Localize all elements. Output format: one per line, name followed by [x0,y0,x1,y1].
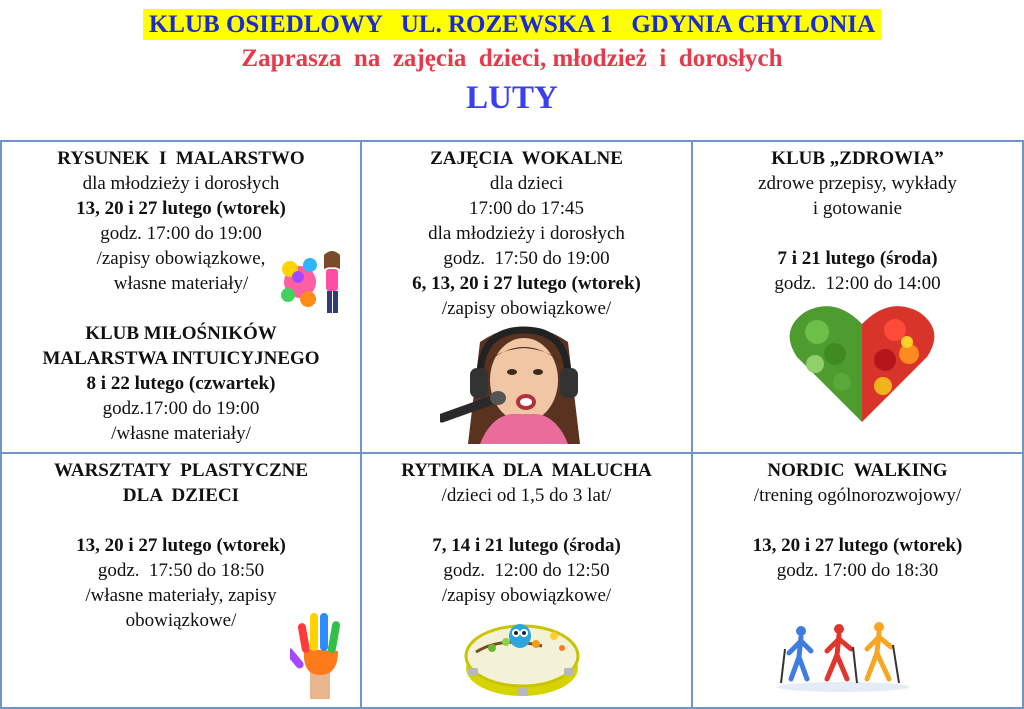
singing-girl-headphones-image [440,322,608,444]
cell-title: ZAJĘCIA WOKALNE [430,148,623,169]
cell-title: WARSZTATY PLASTYCZNE [53,460,309,481]
club-title: KLUB MIŁOŚNIKÓW [85,323,277,344]
note-text: /zapisy obowiązkowe/ [441,585,612,606]
dates-text: 13, 20 i 27 lutego (wtorek) [76,198,286,219]
note-text: /własne materiały, zapisy [85,585,277,606]
cell-vocal-classes [362,142,693,454]
dates-text: 13, 20 i 27 lutego (wtorek) [752,535,963,556]
note-text: własne materiały/ [113,273,249,294]
poster-title: KLUB OSIEDLOWY UL. ROZEWSKA 1 GDYNIA CHYLONIA [143,9,881,40]
description-text: zdrowe przepisy, wykłady [758,173,957,194]
dates-text: 7 i 21 lutego (środa) [777,248,938,269]
cell-health-club [693,142,1024,454]
audience-text: dla dzieci [489,173,564,194]
note-text: /zapisy obowiązkowe, [96,248,266,269]
club-title: MALARSTWA INTUICYJNEGO [42,348,320,369]
audience-text: dla młodzieży i dorosłych [82,173,280,194]
note-text: obowiązkowe/ [125,610,237,631]
description-text: i gotowanie [812,198,903,219]
hours-text: godz. 17:00 do 19:00 [100,223,262,244]
cell-toddler-rhythm [362,454,693,709]
cell-art-workshops [2,454,362,709]
cell-title: KLUB „ZDROWIA” [771,148,944,169]
audience-text: dla młodzieży i dorosłych [428,223,625,244]
hours-text: godz. 17:50 do 18:50 [97,560,265,581]
dates-text: 7, 14 i 21 lutego (środa) [432,535,621,556]
month-heading: LUTY [466,80,558,116]
nordic-walkers-image [773,619,913,693]
dates-text: 13, 20 i 27 lutego (wtorek) [76,535,286,556]
cell-nordic-walking [693,454,1024,709]
dates-text: 8 i 22 lutego (czwartek) [86,373,276,394]
hours-text: godz. 12:00 do 14:00 [774,273,941,294]
hours-text: 17:00 do 17:45 [468,198,585,219]
description-text: /trening ogólnorozwojowy/ [753,485,962,506]
dates-text: 6, 13, 20 i 27 lutego (wtorek) [412,273,641,294]
owl-tambourine-image [462,612,582,700]
audience-text: /dzieci od 1,5 do 3 lat/ [441,485,612,506]
note-text: /zapisy obowiązkowe/ [441,298,612,319]
hours-text: godz. 17:00 do 18:30 [776,560,939,581]
poster-header [0,0,1024,140]
vegetable-heart-image [787,302,937,426]
schedule-grid [0,140,1024,709]
hours-text: godz. 17:50 do 19:00 [443,248,610,269]
cell-title: RYTMIKA DLA MALUCHA [401,460,652,481]
cell-title: NORDIC WALKING [767,460,948,481]
note-text: /własne materiały/ [111,423,251,444]
poster-subtitle: Zaprasza na zajęcia dzieci, młodzież i dorosłych [241,45,783,72]
cell-title: DLA DZIECI [122,485,240,506]
hours-text: godz.17:00 do 19:00 [102,398,260,419]
paint-splash-girl-image [280,247,352,317]
hours-text: godz. 12:00 do 12:50 [443,560,610,581]
cell-title: RYSUNEK I MALARSTWO [57,148,305,169]
cell-drawing-painting [2,142,362,454]
painted-hand-image [290,609,350,699]
